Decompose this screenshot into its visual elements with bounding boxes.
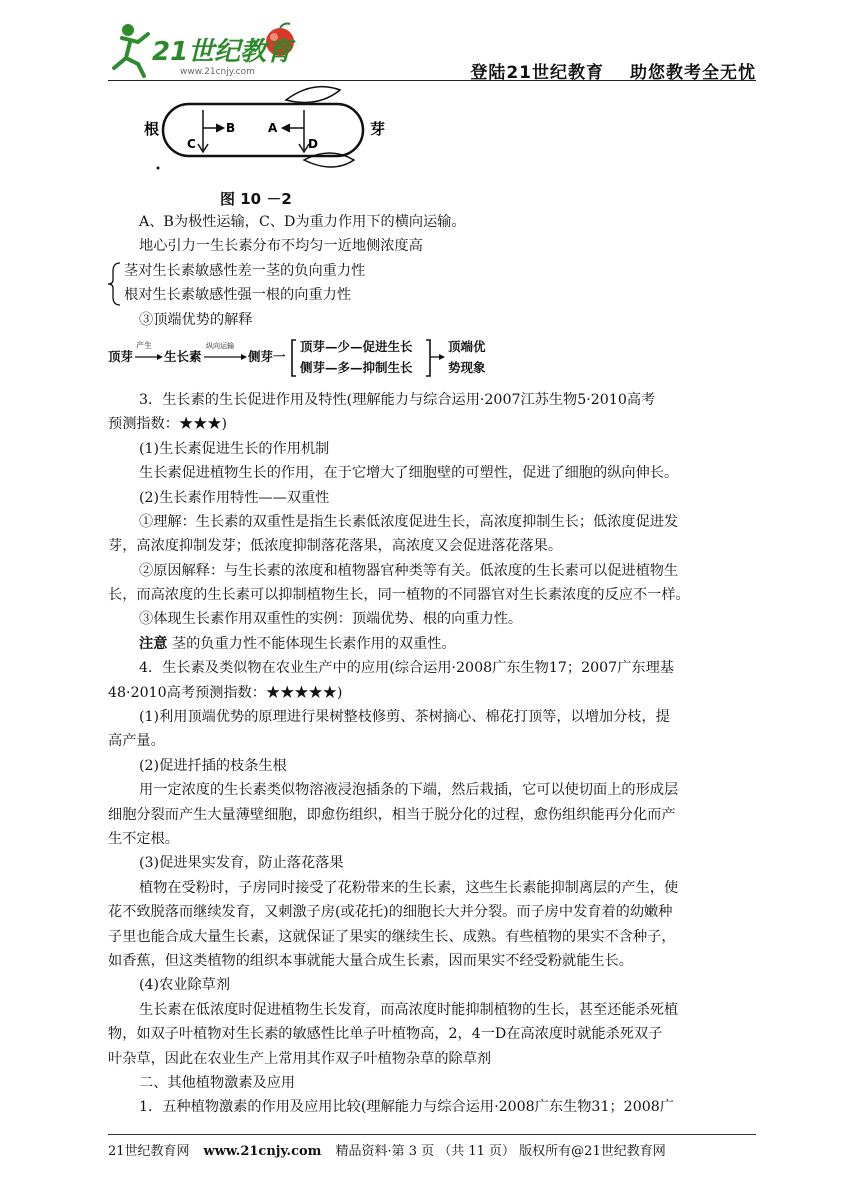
text-line: 植物在受粉时，子房同时接受了花粉带来的生长素，这些生长素能抑制离层的产生，使 — [139, 879, 679, 896]
flow-side: 侧芽一 — [248, 349, 286, 364]
subheading: (4)农业除草剂 — [139, 977, 231, 994]
text-line: (1)利用顶端优势的原理进行果树整枝修剪、茶树摘心、棉花打顶等，以增加分枝，提 — [139, 709, 670, 726]
svg-text:www.21cnjy.com: www.21cnjy.com — [180, 67, 255, 77]
flow-spacer — [108, 332, 758, 388]
figure-caption: 图 10 －2 — [220, 190, 292, 208]
label-b: B — [226, 121, 236, 135]
svg-text:21世纪教育: 21世纪教育 — [152, 37, 293, 67]
section-heading: 3．生长素的生长促进作用及特性(理解能力与综合运用·2007江苏生物5·2010高考 — [139, 391, 656, 408]
brace-group — [108, 259, 758, 308]
flow-bottom-branch: 侧芽—多—抑制生长 — [300, 360, 413, 375]
subheading: (2)生长素作用特性——双重性 — [139, 489, 330, 506]
slogan-right: 助您教考全无忧 — [630, 63, 756, 83]
section-heading: 二、其他植物激素及应用 — [139, 1074, 296, 1091]
text-line: 48·2010高考预测指数：★★★★★) — [108, 684, 343, 701]
header-divider — [108, 80, 756, 81]
text-line: ①理解：生长素的双重性是指生长素低浓度促进生长，高浓度抑制生长；低浓度促进发 — [139, 513, 679, 530]
flow-result-bottom: 势现象 — [448, 360, 486, 375]
footer-url[interactable]: www.21cnjy.com — [203, 1144, 322, 1159]
text-line: 细胞分裂而产生大量薄壁细胞，即愈伤组织，相当于脱分化的过程，愈伤组织能再分化而产 — [108, 806, 676, 823]
text-line: A、B为极性运输，C、D为重力作用下的横向运输。 — [139, 214, 466, 230]
label-d: D — [308, 137, 318, 151]
text-line: 叶杂草，因此在农业生产上常用其作双子叶植物杂草的除草剂 — [108, 1050, 492, 1067]
note-line — [108, 632, 758, 656]
flow-mid: 生长素 — [164, 349, 202, 364]
text-line: 茎对生长素敏感性差一茎的负向重力性 — [124, 262, 366, 279]
text-line: 如香蕉，但这类植物的组织本事就能大量合成生长素，因而果实不经受粉就能生长。 — [108, 952, 633, 969]
text-line: 生不定根。 — [108, 830, 179, 847]
footer-divider — [108, 1134, 756, 1135]
section-heading: 4．生长素及类似物在农业生产中的应用(综合运用·2008广东生物17；2007广东理基 — [139, 660, 674, 677]
text-line: ②原因解释：与生长素的浓度和植物器官种类等有关。低浓度的生长素可以促进植物生 — [139, 562, 679, 579]
page-header — [108, 20, 756, 83]
shoot-label: 芽 — [370, 120, 386, 138]
text-line: 根对生长素敏感性强一根的向重力性 — [124, 287, 352, 304]
note-text: 茎的负重力性不能体现生长素作用的双重性。 — [167, 635, 456, 652]
text-line: 生长素在低浓度时促进植物生长发育，而高浓度时能抑制植物的生长，甚至还能杀死植 — [139, 1001, 679, 1018]
text-line: 长，而高浓度的生长素可以抑制植物生长，同一植物的不同器官对生长素浓度的反应不一样。 — [108, 587, 690, 604]
footer-site: 21世纪教育网 — [108, 1144, 190, 1159]
text-line: 芽，高浓度抑制发芽；低浓度抑制落花落果，高浓度又会促进落花落果。 — [108, 538, 563, 555]
subheading: (3)促进果实发育，防止落花落果 — [139, 855, 344, 872]
logo-21cnjy-icon — [108, 20, 308, 78]
figure-10-2 — [108, 82, 408, 192]
page-footer — [108, 1140, 758, 1159]
slogan-left: 登陆21世纪教育 — [470, 63, 604, 83]
note-label: 注意 — [139, 635, 168, 652]
text-line: 高产量。 — [108, 733, 165, 750]
text-line: 生长素促进植物生长的作用，在于它增大了细胞壁的可塑性，促进了细胞的纵向伸长。 — [139, 465, 679, 482]
text-line: 物，如双子叶植物对生长素的敏感性比单子叶植物高，2，4一D在高浓度时就能杀死双子 — [108, 1026, 663, 1043]
footer-info: 精品资料·第 3 页 （共 11 页） 版权所有@21世纪教育网 — [335, 1144, 666, 1159]
text-line: 用一定浓度的生长素类似物溶液浸泡插条的下端，然后栽插，它可以使切面上的形成层 — [139, 782, 679, 799]
document-body — [108, 210, 758, 1120]
flow-arrow2-label: 纵向运输 — [206, 342, 234, 350]
text-line: 子里也能合成大量生长素，这就保证了果实的继续生长、成熟。有些植物的果实不含种子， — [108, 928, 676, 945]
text-line: ③顶端优势的解释 — [139, 311, 253, 328]
text-line: 地心引力一生长素分布不均匀一近地侧浓度高 — [139, 238, 423, 255]
subheading: (2)促进扦插的枝条生根 — [139, 757, 287, 774]
root-label: 根 — [144, 120, 160, 138]
text-line: 预测指数：★★★) — [108, 416, 228, 433]
flow-start: 顶芽 — [108, 349, 134, 364]
text-line: ③体现生长素作用双重性的实例：顶端优势、根的向重力性。 — [139, 611, 523, 628]
flow-arrow1-label: 产生 — [136, 341, 152, 350]
label-a: A — [268, 121, 278, 135]
flow-result-top: 顶端优 — [448, 339, 486, 354]
flow-top-branch: 顶芽—少—促进生长 — [300, 339, 413, 354]
text-line: 花不致脱落而继续发育，又刺激子房(或花托)的细胞长大并分裂。而子房中发育着的幼嫩种 — [108, 904, 673, 921]
label-c: C — [187, 137, 196, 151]
section-heading: 1．五种植物激素的作用及应用比较(理解能力与综合运用·2008广东生物31；2008广 — [139, 1099, 674, 1116]
curly-brace-icon — [106, 261, 122, 307]
subheading: (1)生长素促进生长的作用机制 — [139, 440, 330, 457]
